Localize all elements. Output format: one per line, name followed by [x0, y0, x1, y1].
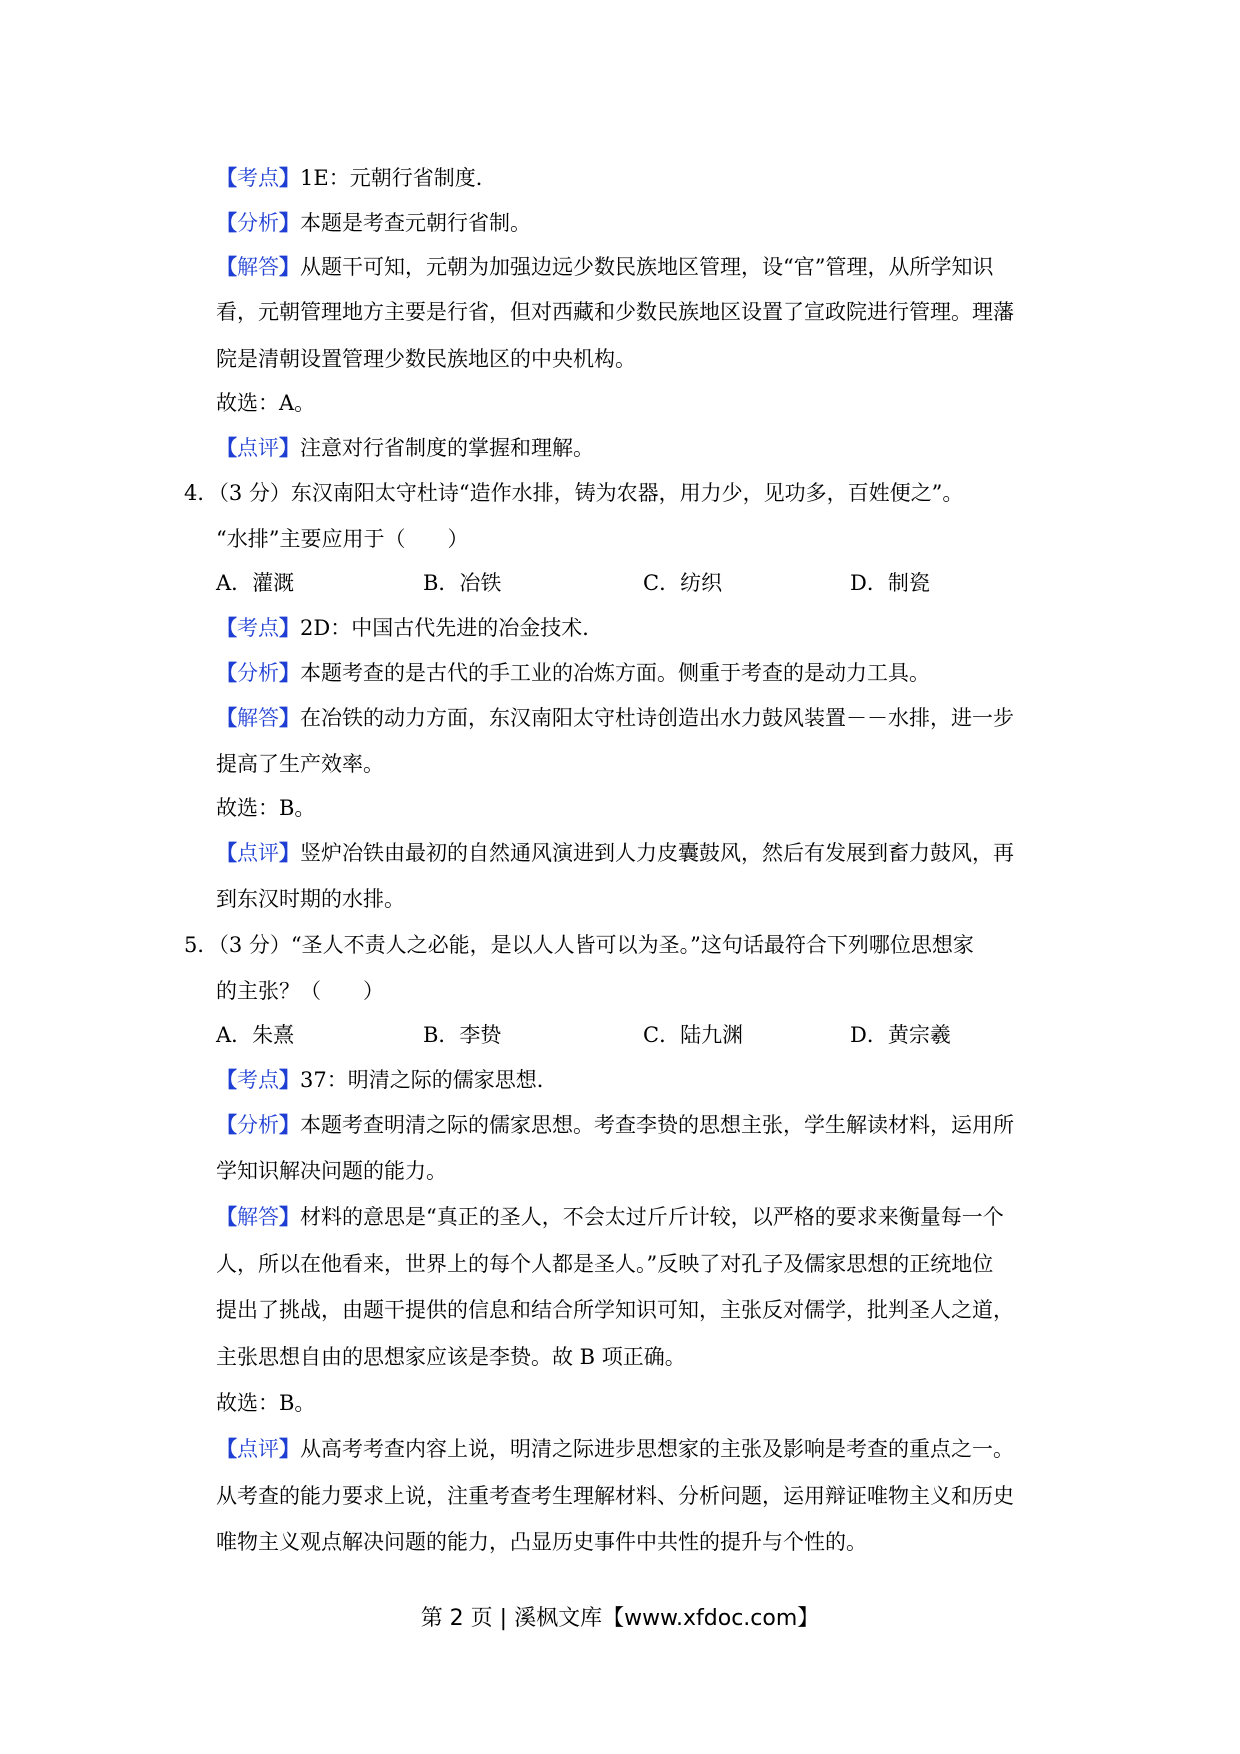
- q3-dianping-line: [216, 434, 594, 462]
- fenxi-tag: 【分析】: [216, 660, 300, 685]
- q5-fenxi-cont: 学知识解决问题的能力。: [216, 1159, 447, 1183]
- q5-jieda-cont: 主张思想自由的思想家应该是李贽。故 B 项正确。: [216, 1345, 686, 1369]
- q5-option-b: B．李贽: [423, 1023, 502, 1047]
- q5-jieda-cont: 提出了挑战，由题干提供的信息和结合所学知识可知，主张反对儒学，批判圣人之道，: [216, 1298, 1014, 1322]
- q5-jieda-text: 材料的意思是“真正的圣人，不会太过斤斤计较，以严格的要求来衡量每一个: [300, 1205, 1004, 1229]
- q4-stem-text: （3 分）东汉南阳太守杜诗“造作水排，铸为农器，用力少，见功多，百姓便之”。: [218, 481, 964, 505]
- q3-jieda-text: 从题干可知，元朝为加强边远少数民族地区管理，设“官”管理，从所学知识: [300, 255, 994, 279]
- q4-fenxi-text: 本题考查的是古代的手工业的冶炼方面。侧重于考查的是动力工具。: [300, 661, 930, 685]
- kaodian-tag: 【考点】: [216, 615, 300, 640]
- q5-number: 5．: [184, 933, 219, 957]
- q5-jieda-line: [216, 1203, 1004, 1231]
- q4-dianping-cont: 到东汉时期的水排。: [216, 887, 405, 911]
- q4-jieda-line: [216, 704, 1014, 732]
- q5-jieda-cont: 人，所以在他看来，世界上的每个人都是圣人。”反映了对孔子及儒家思想的正统地位: [216, 1252, 994, 1276]
- q5-dianping-cont: 从考查的能力要求上说，注重考查考生理解材料、分析问题，运用辩证唯物主义和历史: [216, 1484, 1014, 1508]
- dianping-tag: 【点评】: [216, 435, 300, 460]
- q5-choice: 故选：B。: [216, 1391, 316, 1415]
- q4-dianping-line: [216, 839, 1014, 867]
- q4-option-a: A．灌溉: [216, 571, 295, 595]
- q5-fenxi-text: 本题考查明清之际的儒家思想。考查李贽的思想主张，学生解读材料，运用所: [300, 1113, 1014, 1137]
- q4-number: 4．: [184, 481, 219, 505]
- q5-fenxi-line: [216, 1111, 1014, 1139]
- jieda-tag: 【解答】: [216, 1204, 300, 1229]
- q4-jieda-text: 在冶铁的动力方面，东汉南阳太守杜诗创造出水力鼓风装置－－水排，进一步: [300, 706, 1014, 730]
- q5-dianping-cont: 唯物主义观点解决问题的能力，凸显历史事件中共性的提升与个性的。: [216, 1530, 867, 1554]
- q4-jieda-cont: 提高了生产效率。: [216, 752, 384, 776]
- fenxi-tag: 【分析】: [216, 210, 300, 235]
- kaodian-tag: 【考点】: [216, 1067, 300, 1092]
- q3-choice: 故选：A。: [216, 391, 316, 415]
- q5-option-c: C．陆九渊: [643, 1023, 744, 1047]
- q4-fenxi-line: [216, 659, 930, 687]
- q4-option-b: B．冶铁: [423, 571, 502, 595]
- q4-stem-line: [184, 479, 963, 507]
- q3-fenxi-line: [216, 209, 531, 237]
- q5-option-a: A．朱熹: [216, 1023, 295, 1047]
- dianping-tag: 【点评】: [216, 840, 300, 865]
- jieda-tag: 【解答】: [216, 705, 300, 730]
- dianping-tag: 【点评】: [216, 1436, 300, 1461]
- q4-choice: 故选：B。: [216, 796, 316, 820]
- q5-kaodian-text: 37：明清之际的儒家思想．: [300, 1068, 558, 1092]
- q4-stem-cont: “水排”主要应用于（ ）: [216, 527, 469, 551]
- q3-kaodian-line: [216, 164, 497, 192]
- q5-stem-text: （3 分）“圣人不责人之必能，是以人人皆可以为圣。”这句话最符合下列哪位思想家: [218, 933, 974, 957]
- q4-kaodian-line: [216, 614, 603, 642]
- q5-dianping-line: [216, 1435, 1014, 1463]
- q3-fenxi-text: 本题是考查元朝行省制。: [300, 211, 531, 235]
- q3-jieda-line: [216, 253, 993, 281]
- fenxi-tag: 【分析】: [216, 1112, 300, 1137]
- q3-dianping-text: 注意对行省制度的掌握和理解。: [300, 436, 594, 460]
- q3-jieda-cont: 院是清朝设置管理少数民族地区的中央机构。: [216, 347, 636, 371]
- q5-stem-line: [184, 931, 974, 959]
- q5-option-d: D．黄宗羲: [850, 1023, 951, 1047]
- q5-kaodian-line: [216, 1066, 558, 1094]
- q4-dianping-text: 竖炉冶铁由最初的自然通风演进到人力皮囊鼓风，然后有发展到畜力鼓风，再: [300, 841, 1014, 865]
- q4-kaodian-text: 2D：中国古代先进的冶金技术．: [300, 616, 604, 640]
- q5-stem-cont: 的主张？（ ）: [216, 979, 384, 1003]
- q3-kaodian-text: 1E：元朝行省制度．: [300, 166, 497, 190]
- kaodian-tag: 【考点】: [216, 165, 300, 190]
- page-footer: 第 2 页 | 溪枫文库【www.xfdoc.com】: [420, 1606, 820, 1631]
- q3-jieda-cont: 看，元朝管理地方主要是行省，但对西藏和少数民族地区设置了宣政院进行管理。理藩: [216, 300, 1014, 324]
- q4-option-c: C．纺织: [643, 571, 723, 595]
- q4-option-d: D．制瓷: [850, 571, 930, 595]
- jieda-tag: 【解答】: [216, 254, 300, 279]
- q5-dianping-text: 从高考考查内容上说，明清之际进步思想家的主张及影响是考查的重点之一。: [300, 1437, 1014, 1461]
